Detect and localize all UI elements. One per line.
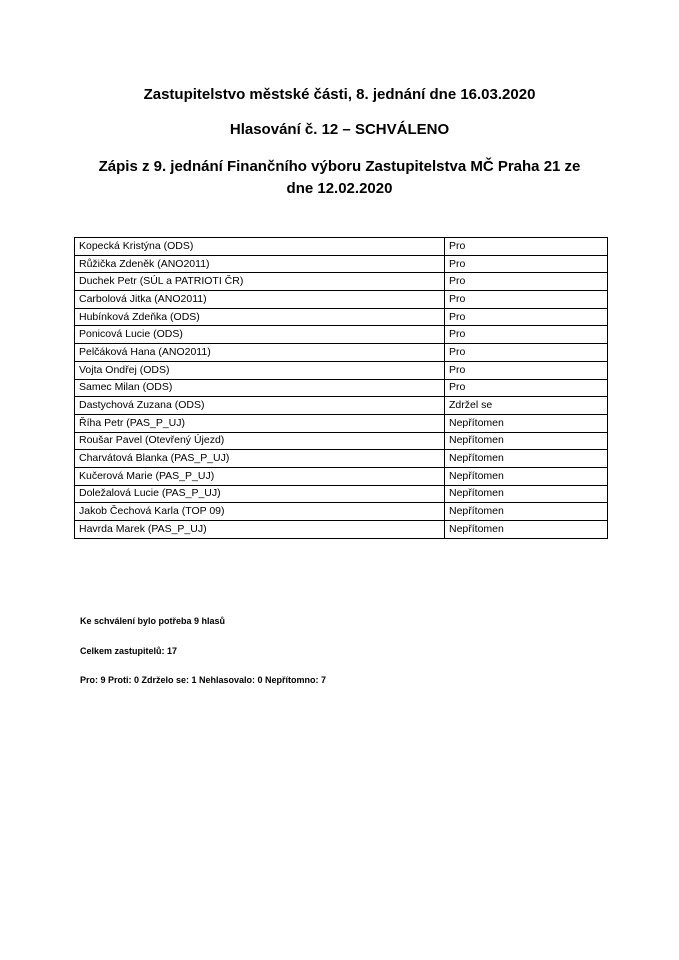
table-row — [75, 308, 608, 326]
agenda-item-title — [60, 156, 619, 200]
table-row — [75, 432, 608, 450]
member-name: Hubínková Zdeňka (ODS) — [75, 308, 445, 326]
member-name: Charvátová Blanka (PAS_P_UJ) — [75, 450, 445, 468]
member-vote: Pro — [445, 379, 608, 397]
member-vote: Pro — [445, 361, 608, 379]
member-vote: Pro — [445, 273, 608, 291]
member-name: Vojta Ondřej (ODS) — [75, 361, 445, 379]
table-row — [75, 361, 608, 379]
votes-table-body — [75, 238, 608, 539]
table-row — [75, 450, 608, 468]
table-row — [75, 273, 608, 291]
member-name: Roušar Pavel (Otevřený Újezd) — [75, 432, 445, 450]
member-name: Růžička Zdeněk (ANO2011) — [75, 255, 445, 273]
table-row — [75, 379, 608, 397]
member-name: Duchek Petr (SÚL a PATRIOTI ČR) — [75, 273, 445, 291]
member-vote: Nepřítomen — [445, 450, 608, 468]
member-name: Samec Milan (ODS) — [75, 379, 445, 397]
member-name: Ponicová Lucie (ODS) — [75, 326, 445, 344]
required-votes-text: Ke schválení bylo potřeba 9 hlasů — [80, 616, 226, 626]
member-vote: Pro — [445, 344, 608, 362]
member-vote: Nepřítomen — [445, 414, 608, 432]
member-vote: Pro — [445, 308, 608, 326]
member-name: Kučerová Marie (PAS_P_UJ) — [75, 467, 445, 485]
vote-number-title: Hlasování č. 12 – SCHVÁLENO — [229, 121, 450, 138]
member-vote: Nepřítomen — [445, 503, 608, 521]
meeting-title: Zastupitelstvo městské části, 8. jednání dne 16.03.2020 — [143, 86, 536, 103]
table-row — [75, 291, 608, 309]
member-name: Dastychová Zuzana (ODS) — [75, 397, 445, 415]
vote-results-text: Pro: 9 Proti: 0 Zdrželo se: 1 Nehlasovalo: 0 Nepřítomno: 7 — [80, 675, 327, 685]
member-name: Doležalová Lucie (PAS_P_UJ) — [75, 485, 445, 503]
table-row — [75, 485, 608, 503]
member-vote: Nepřítomen — [445, 485, 608, 503]
member-name: Kopecká Kristýna (ODS) — [75, 238, 445, 256]
table-row — [75, 503, 608, 521]
member-name: Pelčáková Hana (ANO2011) — [75, 344, 445, 362]
member-vote: Pro — [445, 291, 608, 309]
member-name: Carbolová Jitka (ANO2011) — [75, 291, 445, 309]
agenda-item-title-line1: Zápis z 9. jednání Finančního výboru Zastupitelstva MČ Praha 21 ze — [98, 158, 581, 175]
agenda-item-title-line2: dne 12.02.2020 — [286, 180, 393, 197]
member-name: Říha Petr (PAS_P_UJ) — [75, 414, 445, 432]
member-vote: Zdržel se — [445, 397, 608, 415]
member-name: Jakob Čechová Karla (TOP 09) — [75, 503, 445, 521]
table-row — [75, 414, 608, 432]
table-row — [75, 326, 608, 344]
member-name: Havrda Marek (PAS_P_UJ) — [75, 521, 445, 539]
table-row — [75, 255, 608, 273]
member-vote: Nepřítomen — [445, 432, 608, 450]
table-row — [75, 467, 608, 485]
table-row — [75, 397, 608, 415]
table-row — [75, 344, 608, 362]
member-vote: Pro — [445, 238, 608, 256]
table-row — [75, 521, 608, 539]
member-vote: Nepřítomen — [445, 521, 608, 539]
total-members-text: Celkem zastupitelů: 17 — [80, 646, 178, 656]
votes-table — [74, 237, 608, 539]
member-vote: Pro — [445, 326, 608, 344]
member-vote: Nepřítomen — [445, 467, 608, 485]
table-row — [75, 238, 608, 256]
member-vote: Pro — [445, 255, 608, 273]
